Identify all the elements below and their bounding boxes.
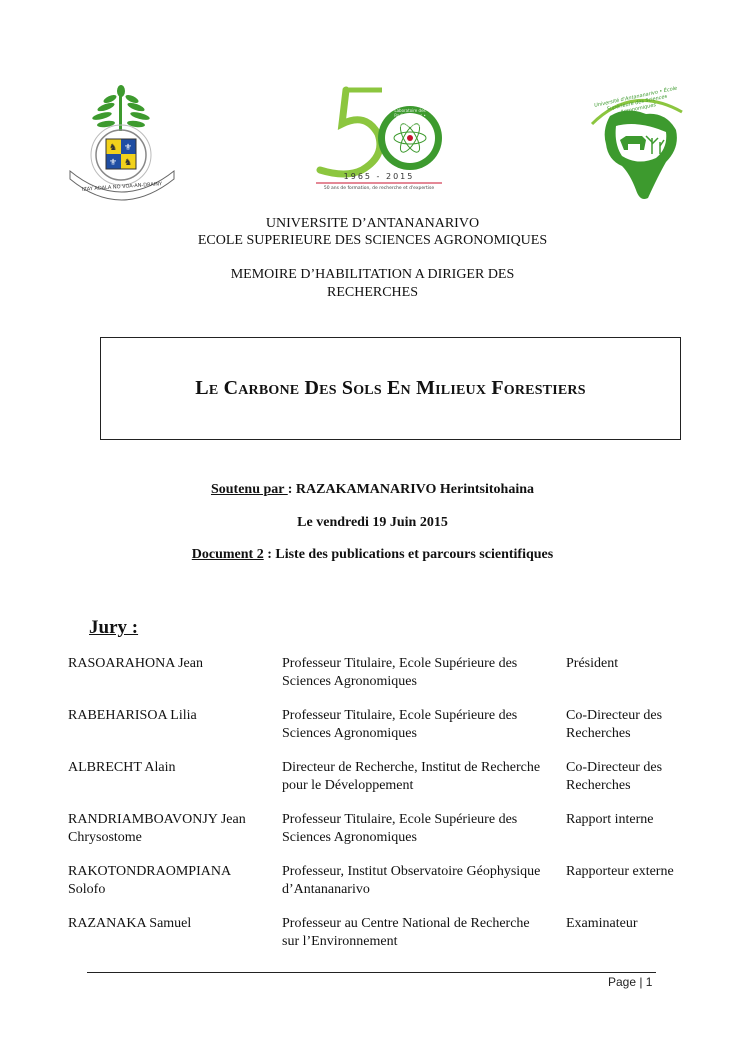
jury-member-name: RASOARAHONA Jean <box>68 656 203 671</box>
svg-text:⚜: ⚜ <box>108 158 118 168</box>
jury-member-function: Président <box>566 656 619 671</box>
jury-member-role: Professeur Titulaire, Ecole Supérieure des Sciences Agronomiques <box>282 708 518 741</box>
jury-member-role: Professeur Titulaire, Ecole Supérieure des Sciences Agronomiques <box>282 656 518 689</box>
document-line <box>0 546 745 563</box>
svg-text:⚜: ⚜ <box>123 143 133 153</box>
memoire-line-1: MEMOIRE D’HABILITATION A DIRIGER DES <box>230 267 515 282</box>
logo-ring-text: Laboratoire des Radioisotopes • Université d'Antananarivo <box>394 108 426 128</box>
memoire-line-2: RECHERCHES <box>326 285 418 300</box>
thesis-title: Le Carbone Des Sols En Milieux Forestiers <box>195 377 586 399</box>
footer-divider <box>87 972 656 973</box>
jury-member-name: RANDRIAMBOAVONJY Jean Chrysostome <box>68 812 246 845</box>
document-label: Document 2 <box>191 547 264 562</box>
jury-member-role: Professeur Titulaire, Ecole Supérieure des Sciences Agronomiques <box>282 812 518 845</box>
jury-member-function: Co-Directeur des Recherches <box>566 708 663 741</box>
university-name: UNIVERSITE D’ANTANANARIVO <box>265 216 480 231</box>
jury-member-name: RAKOTONDRAOMPIANA Solofo <box>68 864 231 897</box>
thesis-title-box <box>100 337 681 440</box>
jury-member-function: Rapport interne <box>566 812 654 827</box>
jury-member-name: RAZANAKA Samuel <box>68 916 192 931</box>
jury-member-function: Co-Directeur des Recherches <box>566 760 663 793</box>
page-number: Page | 1 <box>608 975 653 989</box>
svg-text:♞: ♞ <box>108 143 118 153</box>
university-emblem-logo <box>66 85 178 207</box>
jury-member-function: Rapporteur externe <box>566 864 674 879</box>
defended-by-line <box>0 481 745 498</box>
jury-member-role: Directeur de Recherche, Institut de Recherche pour le Développement <box>282 760 541 793</box>
defended-by-label: Soutenu par <box>210 482 288 497</box>
logo-years: 1965 - 2015 <box>343 172 415 181</box>
emblem-motto: IZAY ADALA NO VOA-AN-DRAINY <box>81 181 163 193</box>
jury-member-name: ALBRECHT Alain <box>68 760 176 775</box>
jury-heading: Jury : <box>89 617 139 638</box>
essa-logo-text: Université d'Antananarivo • École Supérieure des Sciences Agronomiques <box>593 85 678 116</box>
defense-date: Le vendredi 19 Juin 2015 <box>297 515 448 530</box>
jury-member-role: Professeur au Centre National de Recherche sur l’Environnement <box>282 916 530 949</box>
jury-member-name: RABEHARISOA Lilia <box>68 708 197 723</box>
logo-caption: 50 ans de formation, de recherche et d'expertise <box>323 186 435 191</box>
svg-text:♞: ♞ <box>123 158 133 168</box>
jury-member-role: Professeur, Institut Observatoire Géophysique d’Antananarivo <box>282 864 541 897</box>
essa-school-logo <box>586 86 688 206</box>
defended-by-value: : RAZAKAMANARIVO Herintsitohaina <box>287 482 535 497</box>
fifty-years-logo <box>312 86 446 200</box>
school-name: ECOLE SUPERIEURE DES SCIENCES AGRONOMIQUES <box>197 233 548 248</box>
document-value: : Liste des publications et parcours scientifiques <box>263 547 554 562</box>
jury-member-function: Examinateur <box>566 916 638 931</box>
